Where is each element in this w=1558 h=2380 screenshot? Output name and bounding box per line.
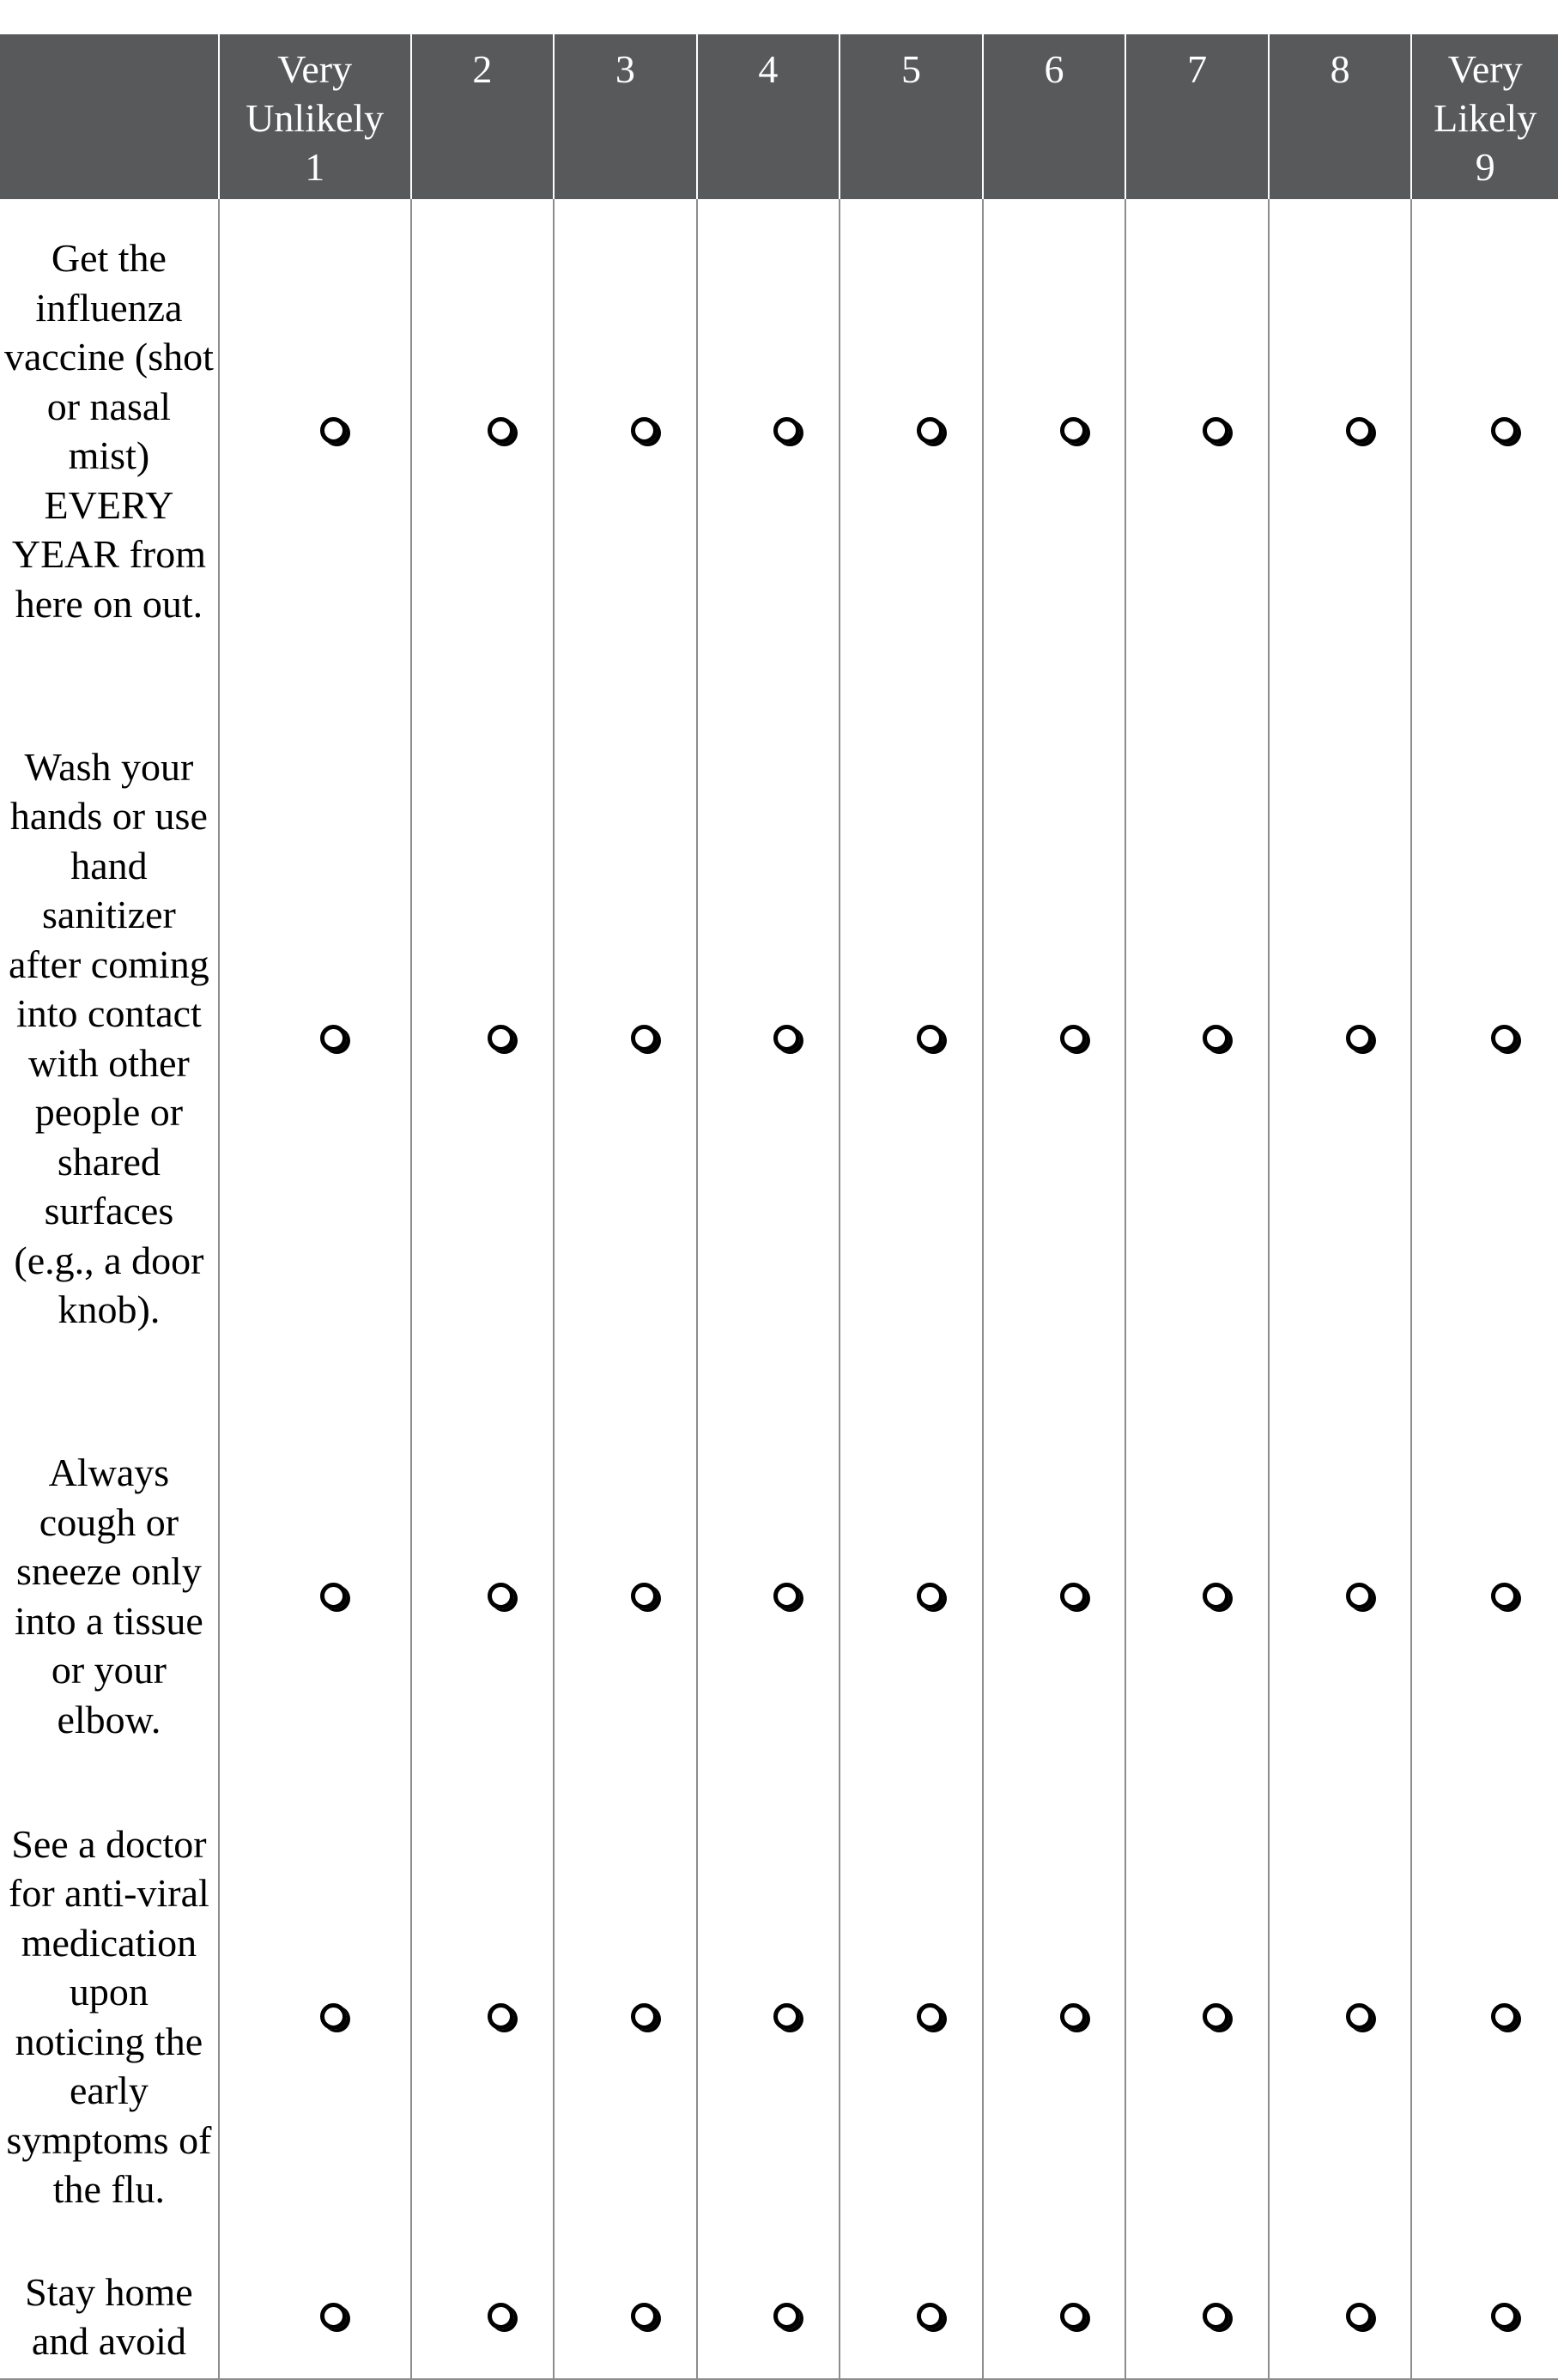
rating-cell-4 [697,1414,840,1778]
rating-cell-1 [219,663,411,1414]
rating-cell-8 [1269,1414,1412,1778]
radio-option-6[interactable] [1060,2003,1087,2030]
radio-option-1[interactable] [320,2003,347,2030]
rating-cell-3 [554,1778,697,2255]
rating-cell-5 [840,663,983,1414]
question-row [0,663,1558,1414]
rating-cell-8 [1269,2255,1412,2379]
rating-cell-5 [840,2255,983,2379]
radio-option-8[interactable] [1346,1025,1373,1051]
radio-option-4[interactable] [773,417,800,444]
question-row [0,1778,1558,2255]
radio-option-4[interactable] [773,2003,800,2030]
rating-cell-7 [1125,1778,1269,2255]
rating-cell-3 [554,199,697,663]
radio-option-1[interactable] [320,417,347,444]
radio-option-9[interactable] [1491,1025,1518,1051]
radio-option-3[interactable] [631,1583,658,1609]
radio-option-3[interactable] [631,2003,658,2030]
rating-cell-3 [554,2255,697,2379]
rating-cell-7 [1125,663,1269,1414]
scale-header-9: Very Likely 9 [1411,34,1558,199]
radio-option-2[interactable] [488,1583,514,1609]
radio-option-8[interactable] [1346,2003,1373,2030]
question-row [0,199,1558,663]
radio-option-3[interactable] [631,2303,658,2329]
rating-cell-2 [411,1414,555,1778]
rating-cell-7 [1125,199,1269,663]
scale-header-6: 6 [983,34,1126,199]
rating-cell-1 [219,199,411,663]
rating-cell-9 [1411,663,1558,1414]
scale-header-7: 7 [1125,34,1269,199]
radio-option-7[interactable] [1203,2003,1229,2030]
radio-option-7[interactable] [1203,2303,1229,2329]
scale-header-4: 4 [697,34,840,199]
question-label: Get the influenza vaccine (shot or nasal mist) EVERY YEAR from here on out. [3,236,214,626]
rating-cell-3 [554,663,697,1414]
rating-cell-8 [1269,663,1412,1414]
radio-option-5[interactable] [917,2003,943,2030]
rating-cell-4 [697,199,840,663]
radio-option-8[interactable] [1346,417,1373,444]
radio-option-4[interactable] [773,1025,800,1051]
radio-option-6[interactable] [1060,2303,1087,2329]
rating-cell-6 [983,199,1126,663]
rating-cell-1 [219,1778,411,2255]
scale-header-1: Very Unlikely 1 [219,34,411,199]
rating-cell-9 [1411,2255,1558,2379]
radio-option-7[interactable] [1203,1583,1229,1609]
radio-option-1[interactable] [320,2303,347,2329]
rating-cell-8 [1269,1778,1412,2255]
radio-option-7[interactable] [1203,417,1229,444]
rating-cell-8 [1269,199,1412,663]
rating-cell-6 [983,663,1126,1414]
rating-cell-7 [1125,2255,1269,2379]
radio-option-5[interactable] [917,417,943,444]
question-label: Wash your hands or use hand sanitizer after coming into contact with other people or shared surfaces (e.g., a door knob). [9,744,209,1331]
radio-option-4[interactable] [773,1583,800,1609]
likelihood-rating-table [0,34,1558,2380]
rating-cell-9 [1411,1778,1558,2255]
radio-option-9[interactable] [1491,1583,1518,1609]
rating-cell-4 [697,663,840,1414]
radio-option-9[interactable] [1491,417,1518,444]
scale-header-3: 3 [554,34,697,199]
radio-option-3[interactable] [631,417,658,444]
question-row [0,1414,1558,1778]
rating-cell-2 [411,2255,555,2379]
radio-option-2[interactable] [488,1025,514,1051]
question-label: See a doctor for anti-viral medication upon noticing the early symptoms of the flu. [6,1821,212,2211]
radio-option-2[interactable] [488,2303,514,2329]
rating-cell-2 [411,663,555,1414]
scale-header-2: 2 [411,34,555,199]
radio-option-6[interactable] [1060,417,1087,444]
question-row [0,2255,1558,2379]
radio-option-1[interactable] [320,1583,347,1609]
rating-cell-5 [840,199,983,663]
radio-option-5[interactable] [917,1025,943,1051]
scale-header-5: 5 [840,34,983,199]
radio-option-2[interactable] [488,2003,514,2030]
rating-cell-5 [840,1778,983,2255]
radio-option-1[interactable] [320,1025,347,1051]
rating-cell-9 [1411,1414,1558,1778]
radio-option-5[interactable] [917,2303,943,2329]
rating-cell-6 [983,1778,1126,2255]
rating-cell-2 [411,1778,555,2255]
rating-cell-6 [983,2255,1126,2379]
radio-option-9[interactable] [1491,2303,1518,2329]
rating-cell-2 [411,199,555,663]
rating-cell-7 [1125,1414,1269,1778]
radio-option-7[interactable] [1203,1025,1229,1051]
radio-option-3[interactable] [631,1025,658,1051]
corner-header [0,34,219,199]
radio-option-4[interactable] [773,2303,800,2329]
rating-cell-1 [219,1414,411,1778]
rating-cell-9 [1411,199,1558,663]
rating-cell-3 [554,1414,697,1778]
question-label: Stay home and avoid [0,2255,219,2379]
rating-cell-6 [983,1414,1126,1778]
radio-option-6[interactable] [1060,1583,1087,1609]
radio-option-6[interactable] [1060,1025,1087,1051]
header-row [0,34,1558,199]
rating-cell-1 [219,2255,411,2379]
question-label: Always cough or sneeze only into a tissue or your elbow. [15,1450,203,1741]
rating-cell-5 [840,1414,983,1778]
radio-option-8[interactable] [1346,2303,1373,2329]
radio-option-5[interactable] [917,1583,943,1609]
radio-option-9[interactable] [1491,2003,1518,2030]
radio-option-8[interactable] [1346,1583,1373,1609]
rating-cell-4 [697,1778,840,2255]
rating-cell-4 [697,2255,840,2379]
radio-option-2[interactable] [488,417,514,444]
scale-header-8: 8 [1269,34,1412,199]
